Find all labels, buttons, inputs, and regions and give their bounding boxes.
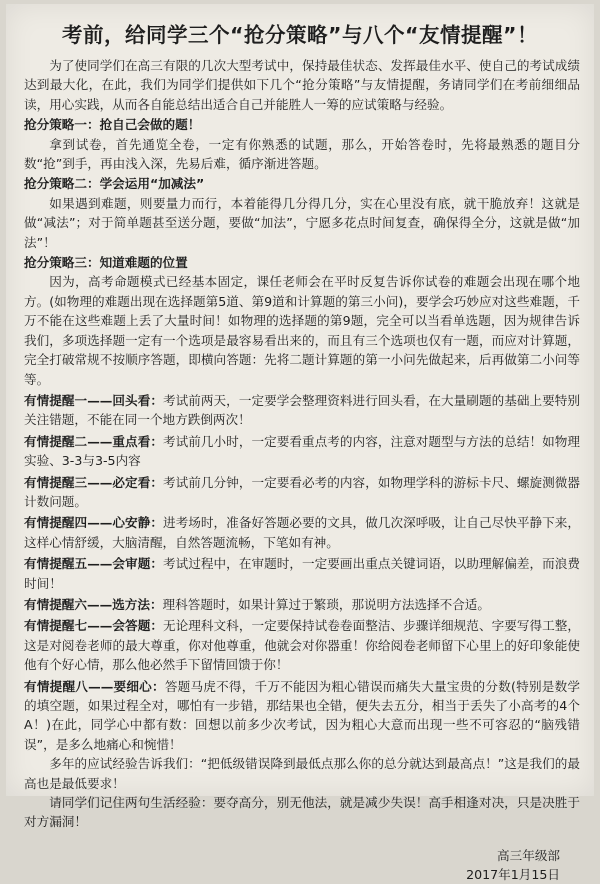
strategy-body-3: 因为，高考命题模式已经基本固定，课任老师会在平时反复告诉你试卷的难题会出现在哪个地方。(如物理的难题出现在选择题第5道、第9道和计算题的第三小问)，要学会巧妙应对这些难题，千万不能在这些难题上丢了大量时间！如物理的选择题的第9题，完全可以当看单选题，因为规律告诉我们，多项选择题一定有一个选项是最容易看出来的，而且有三个选项也仅有一题，而应对计算题，完全打破常规不按顺序答题，即横向答题：先将二题计算题的第一小问先做起来，后再做第二小问等等。 [24,274,580,387]
closing-paragraph-1: 多年的应试经验告诉我们：“把低级错误降到最低点那么你的总分就达到最高点！”这是我们的最高也是最低要求！ [24,756,580,791]
tip-paragraph-1 [24,391,580,430]
tip-body-7: 无论理科文科，一定要保持试卷卷面整洁、步骤详细规范、字要写得工整，这是对阅卷老师的最大尊重，你对他尊重，他就会对你器重！你给阅卷老师留下心里上的好印象能使他有个好心情，那么他必然手下留情回馈于你！ [24,618,581,673]
tip-label-3: 有情提醒三——必定看： [24,474,163,490]
tip-label-2: 有情提醒二——重点看： [24,433,163,449]
tip-paragraph-5 [24,554,580,593]
document-sheet [6,4,594,882]
tip-body-2: 考试前几小时，一定要看重点考的内容，注意对题型与方法的总结！如物理实验、3-3与3-5内容 [24,433,581,469]
signature-block [24,846,580,884]
signature-department: 高三年级部 [497,847,560,863]
tip-label-4: 有情提醒四——心安静： [24,515,163,531]
tip-paragraph-4 [24,513,580,552]
tip-paragraph-2 [24,432,580,471]
strategy-heading-2: 抢分策略二：学会运用“加减法” [24,176,205,192]
strategy-heading-3: 抢分策略三：知道难题的位置 [24,255,188,271]
tip-body-6: 理科答题时，如果计算过于繁琐，那说明方法选择不合适。 [162,596,490,612]
closing-paragraph-2: 请同学们记住两句生活经验：要夺高分，别无他法，就是减少失误！高手相逢对决，只是决胜于对方漏洞！ [24,795,580,830]
intro-paragraph: 为了使同学们在高三有限的几次大型考试中，保持最佳状态、发挥最佳水平、使自己的考试成绩达到最大化，在此，我们为同学们提供如下几个“抢分策略”与友情提醒，务请同学们在考前细细品读，用心实践，从而各自能总结出适合自己并能胜人一筹的应试策略与经验。 [24,58,580,112]
signature-date: 2017年1月15日 [466,866,560,882]
tip-label-5: 有情提醒五——会审题： [24,556,163,572]
strategy-heading-1: 抢分策略一：抢自己会做的题！ [24,117,201,133]
tip-paragraph-6 [24,595,580,614]
tip-body-4: 进考场时，准备好答题必要的文具，做几次深呼吸，让自己尽快平静下来，这样心情舒缓，大脑清醒，自然答题流畅，下笔如有神。 [24,515,581,550]
page-title: 考前，给同学三个“抢分策略”与八个“友情提醒”！ [62,23,538,47]
tip-paragraph-3 [24,473,580,512]
tip-body-8: 答题马虎不得，千万不能因为粗心错误而痛失大量宝贵的分数(特别是数学的填空题，如果过程全对，哪怕有一步错，那结果也全错，便失去五分，相当于丢失了小高考的4个A！)在此，同学心中都有数：回想以前多少次考试，因为粗心大意而出现一些不可容忍的“脑残错误”，是多么地痛心和惋惜！ [24,678,580,752]
tip-body-5: 考试过程中，在审题时，一定要画出重点关键词语，以助理解偏差，而浪费时间！ [24,556,581,591]
tip-label-6: 有情提醒六——选方法： [24,596,163,612]
tip-label-1: 有情提醒一——回头看： [24,392,163,408]
tip-paragraph-8 [24,677,580,755]
strategy-body-2: 如果遇到难题，则要量力而行，本着能得几分得几分，实在心里没有底，就干脆放弃！这就是做“减法”；对于简单题甚至送分题，要做“加法”，宁愿多花点时间复查，确保得全分，这就是做“加法”！ [24,195,580,250]
tip-label-8: 有情提醒八——要细心： [24,678,165,694]
document-body [6,56,594,884]
tip-body-3: 考试前几分钟，一定要看必考的内容，如物理学科的游标卡尺、螺旋测微器计数问题。 [24,474,581,509]
tip-paragraph-7 [24,616,580,674]
strategy-body-1: 拿到试卷，首先通览全卷，一定有你熟悉的试题，那么，开始答卷时，先将最熟悉的题目分数“抢”到手，再由浅入深，先易后难，循序渐进答题。 [24,136,580,172]
tip-label-7: 有情提醒七——会答题： [24,618,163,634]
tip-body-1: 考试前两天，一定要学会整理资料进行回头看，在大量刷题的基础上要特别关注错题，不能在同一个地方跌倒两次！ [24,392,581,428]
